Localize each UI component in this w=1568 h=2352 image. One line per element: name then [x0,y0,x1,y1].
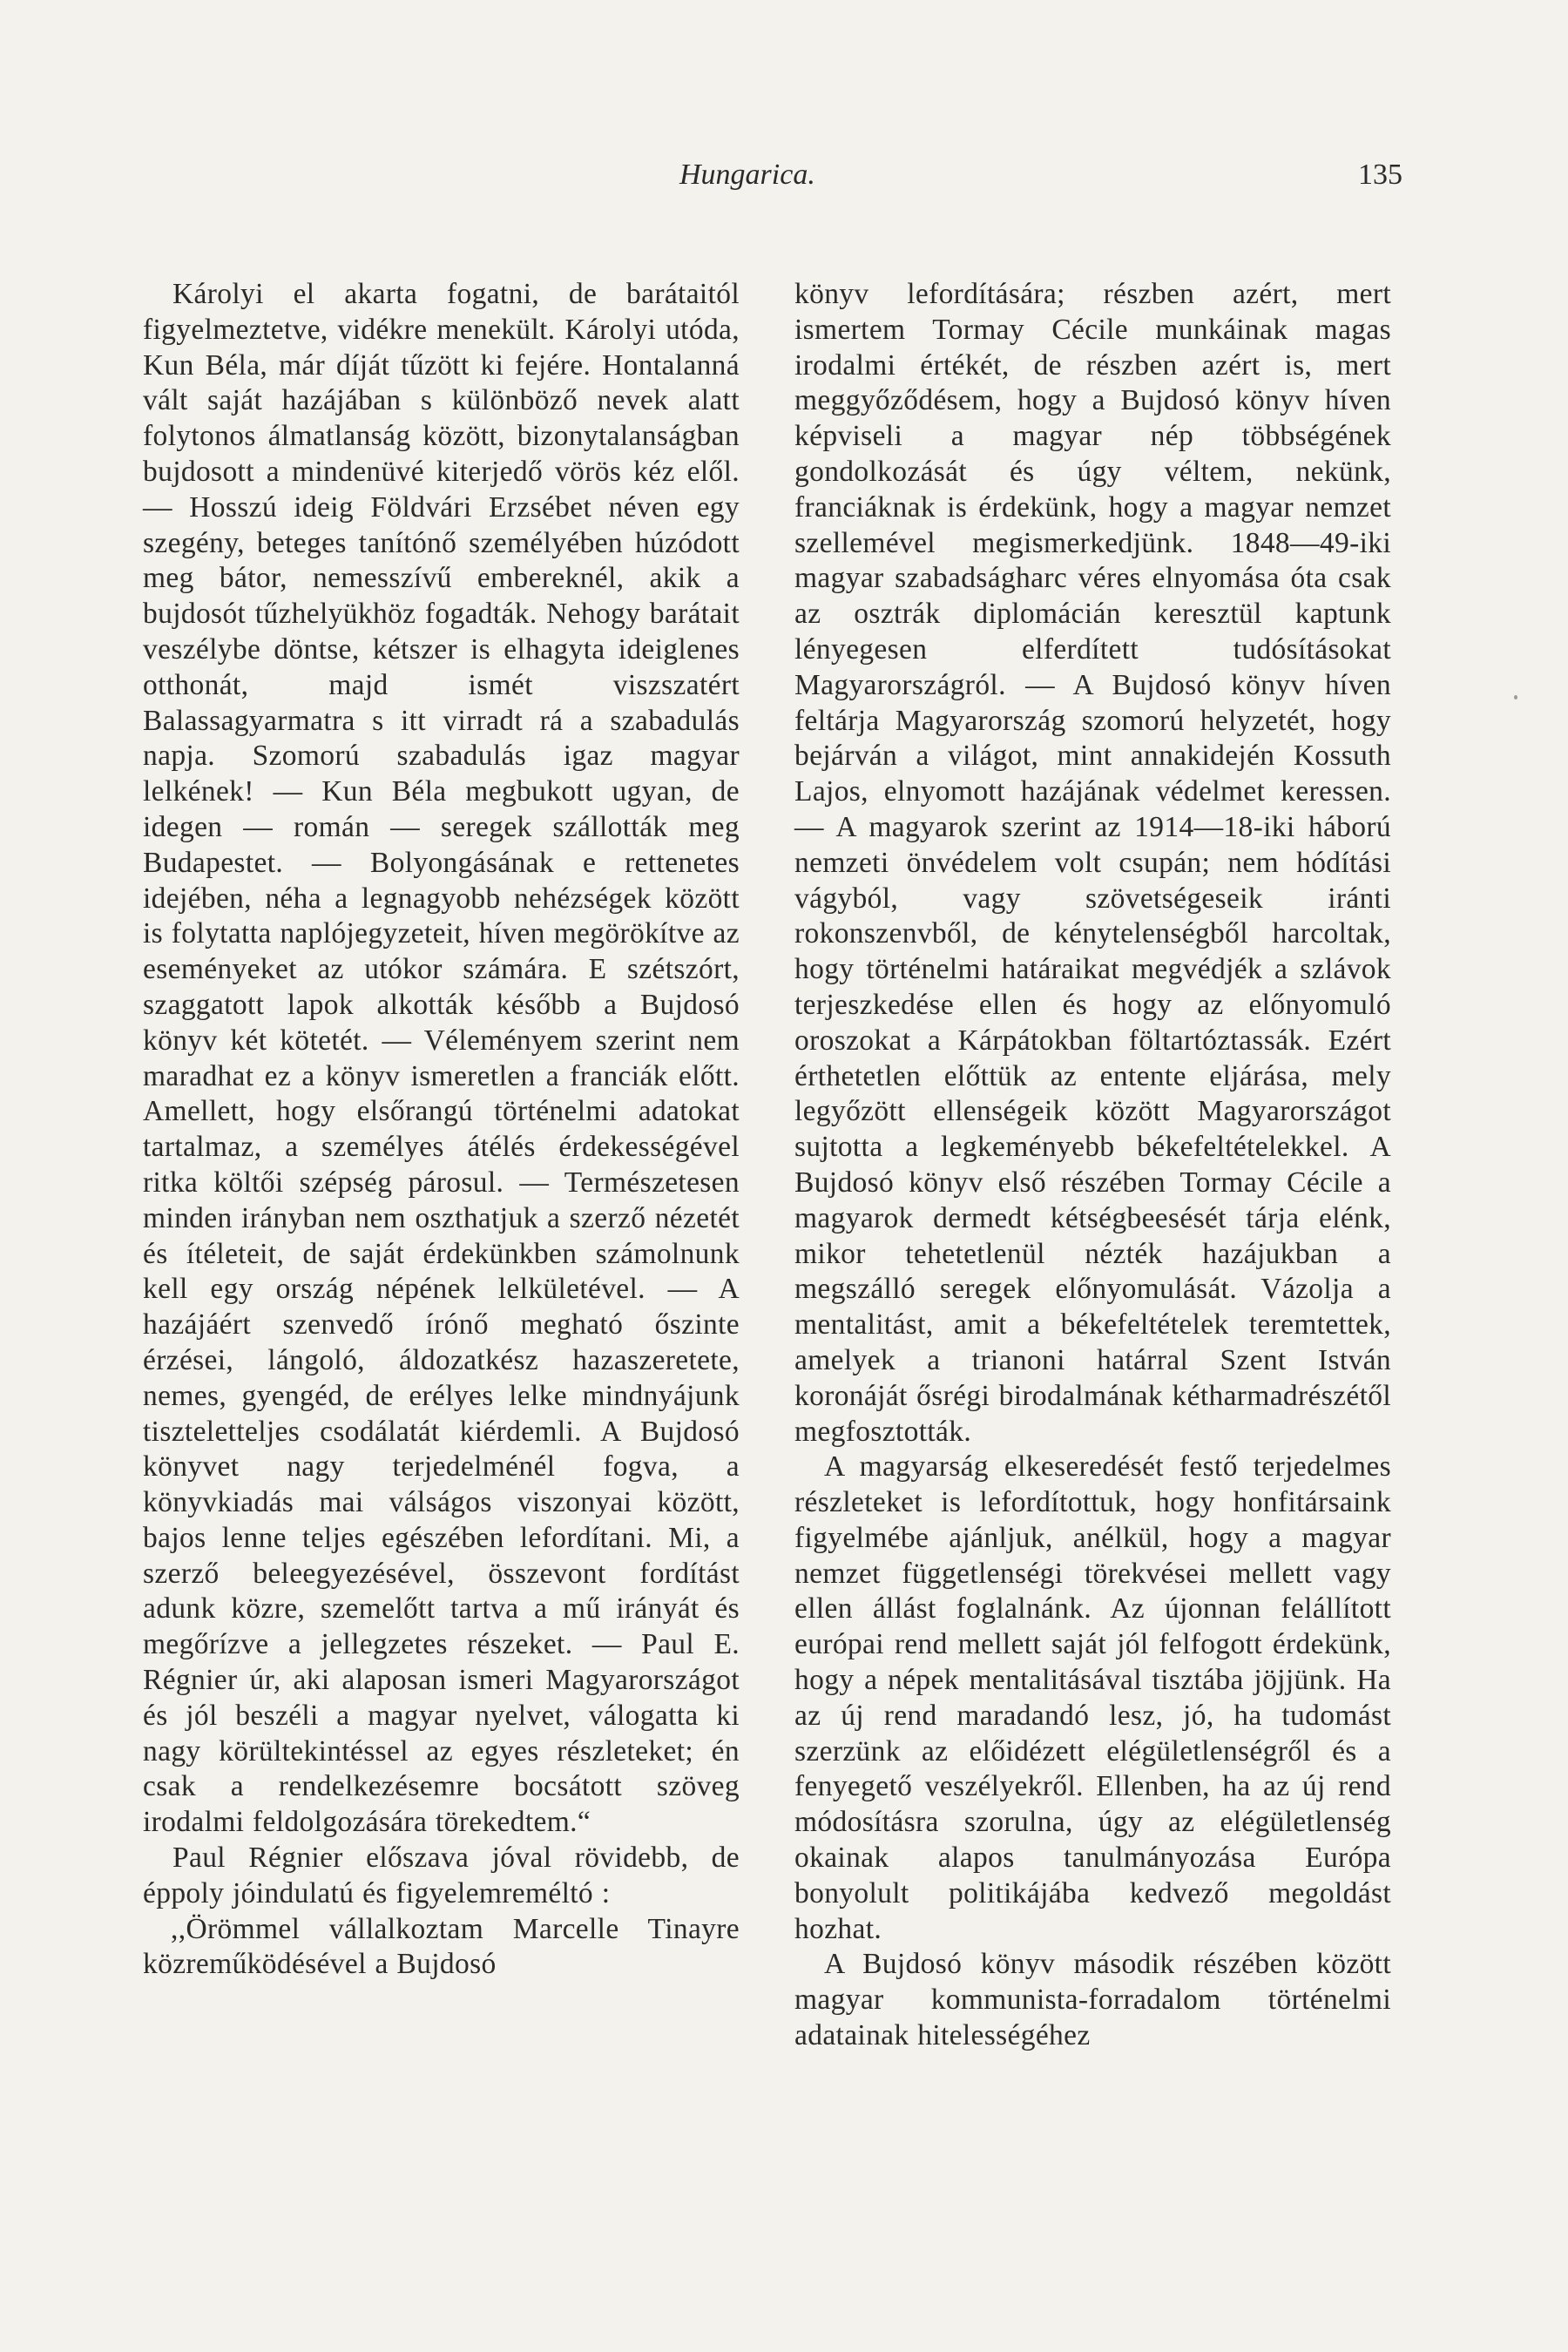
left-paragraph-3: ,,Örömmel vállalkoztam Marcelle Tinayre közreműködésével a Bujdosó [143,1912,740,1981]
right-paragraph-3: A Bujdosó könyv második részében között magyar kommunista-forradalom történelmi adatainak hitelességéhez [794,1948,1391,2052]
right-column [794,277,1391,2054]
right-paragraph-1: könyv lefordítására; részben azért, mert ismertem Tormay Cécile munkáinak magas irodalmi értékét, de részben azért is, mert meggyőződésem, hogy a Bujdosó könyv híven képviseli a magyar nép többségének gondolkozását és úgy véltem, nekünk, franciáknak is érdekünk, hogy a magyar nemzet szellemével megismerkedjünk. 1848—49-iki magyar szabadságharc véres elnyomása óta csak az osztrák diplomácián keresztül kaptunk lényegesen elferdített tudósításokat Magyarországról. — A Bujdosó könyv híven feltárja Magyarország szomorú helyzetét, hogy bejárván a világot, mint annakidején Kossuth Lajos, elnyomott hazájának védelmet keressen. — A magyarok szerint az 1914—18-iki háború nemzeti önvédelem volt csupán; nem hódítási vágyból, vagy szövetségeseik iránti rokonszenvből, de kénytelenségből harcoltak, hogy történelmi határaikat megvédjék a szlávok terjeszkedése ellen és hogy az előnyomuló oroszokat a Kárpátokban föltartóztassák. Ezért érthetetlen előttük az entente eljárása, mely legyőzött ellenségeik között Magyarországot sujtotta a legkeményebb békefeltételekkel. A Bujdosó könyv első részében Tormay Cécile a magyarok dermedt kétségbeesését tárja elénk, mikor tehetetlenül nézték hazájukban a megszálló seregek előnyomulását. Vázolja a mentalitást, amit a békefeltételek teremtettek, amelyek a trianoni határral Szent István koronáját ősrégi birodalmának kétharmadrészétől megfosztották. [794,278,1391,1448]
left-column [143,277,740,1983]
left-paragraph-2: Paul Régnier előszava jóval rövidebb, de éppoly jóindulatú és figyelemreméltó : [143,1842,740,1909]
page-number: 135 [1358,159,1402,191]
right-paragraph-2: A magyarság elkeseredését festő terjedelmes részleteket is lefordítottuk, hogy honfitársaink figyelmébe ajánljuk, anélkül, hogy a magyar nemzet függetlenségi törekvései mellett vagy ellen állást foglalnánk. Az újonnan felállított európai rend mellett saját jól felfogott érdekünk, hogy a népek mentalitásával tisztába jöjjünk. Ha az új rend maradandó lesz, jó, ha tudomást szerzünk az előidézett elégületlenségről és a fenyegető veszélyekről. Ellenben, ha az új rend módosításra szorulna, úgy az elégületlenség okainak alapos tanulmányozása Európa bonyolult politikájába kedvező megoldást hozhat. [794,1450,1391,1945]
left-paragraph-1: Károlyi el akarta fogatni, de barátaitól figyelmeztetve, vidékre menekült. Károlyi utóda, Kun Béla, már díját tűzött ki fejére. Hontalanná vált saját hazájában s különböző nevek alatt folytonos álmatlanság között, bizonytalanságban bujdosott a mindenüvé kiterjedő vörös kéz elől. — Hosszú ideig Földvári Erzsébet néven egy szegény, beteges tanítónő személyében húzódott meg bátor, nemesszívű embereknél, akik a bujdosót tűzhelyükhöz fogadták. Nehogy barátait veszélybe döntse, kétszer is elhagyta ideiglenes otthonát, majd ismét viszszatért Balassagyarmatra s itt virradt rá a szabadulás napja. Szomorú szabadulás igaz magyar lelkének! — Kun Béla megbukott ugyan, de idegen — román — seregek szállották meg Budapestet. — Bolyongásának e rettenetes idejében, néha a legnagyobb nehézségek között is folytatta naplójegyzeteit, híven megörökítve az eseményeket az utókor számára. E szétszórt, szaggatott lapok alkották később a Bujdosó könyv két kötetét. — Véleményem szerint nem maradhat ez a könyv ismeretlen a franciák előtt. Amellett, hogy elsőrangú történelmi adatokat tartalmaz, a személyes átélés érdekességével ritka költői szépség párosul. — Természetesen minden irányban nem oszthatjuk a szerző nézetét és ítéleteit, de saját érdekünkben számolnunk kell egy ország népének lelkületével. — A hazájáért szenvedő írónő megható őszinte érzései, lángoló, áldozatkész hazaszeretete, nemes, gyengéd, de erélyes lelke mindnyájunk tiszteletteljes csodálatát kiérdemli. A Bujdosó könyvet nagy terjedelménél fogva, a könyvkiadás mai válságos viszonyai között, bajos lenne teljes egészében lefordítani. Mi, a szerző beleegyezésével, összevont fordítást adunk közre, szemelőtt tartva a mű irányát és megőrízve a jellegzetes részeket. — Paul E. Régnier úr, aki alaposan ismeri Magyarországot és jól beszéli a magyar nyelvet, válogatta ki nagy körültekintéssel az egyes részleteket; én csak a rendelkezésemre bocsátott szöveg irodalmi feldolgozására törekedtem.“ [143,278,740,1839]
running-title: Hungarica. [679,159,815,191]
running-header [139,159,1402,202]
print-speck [1514,695,1517,700]
